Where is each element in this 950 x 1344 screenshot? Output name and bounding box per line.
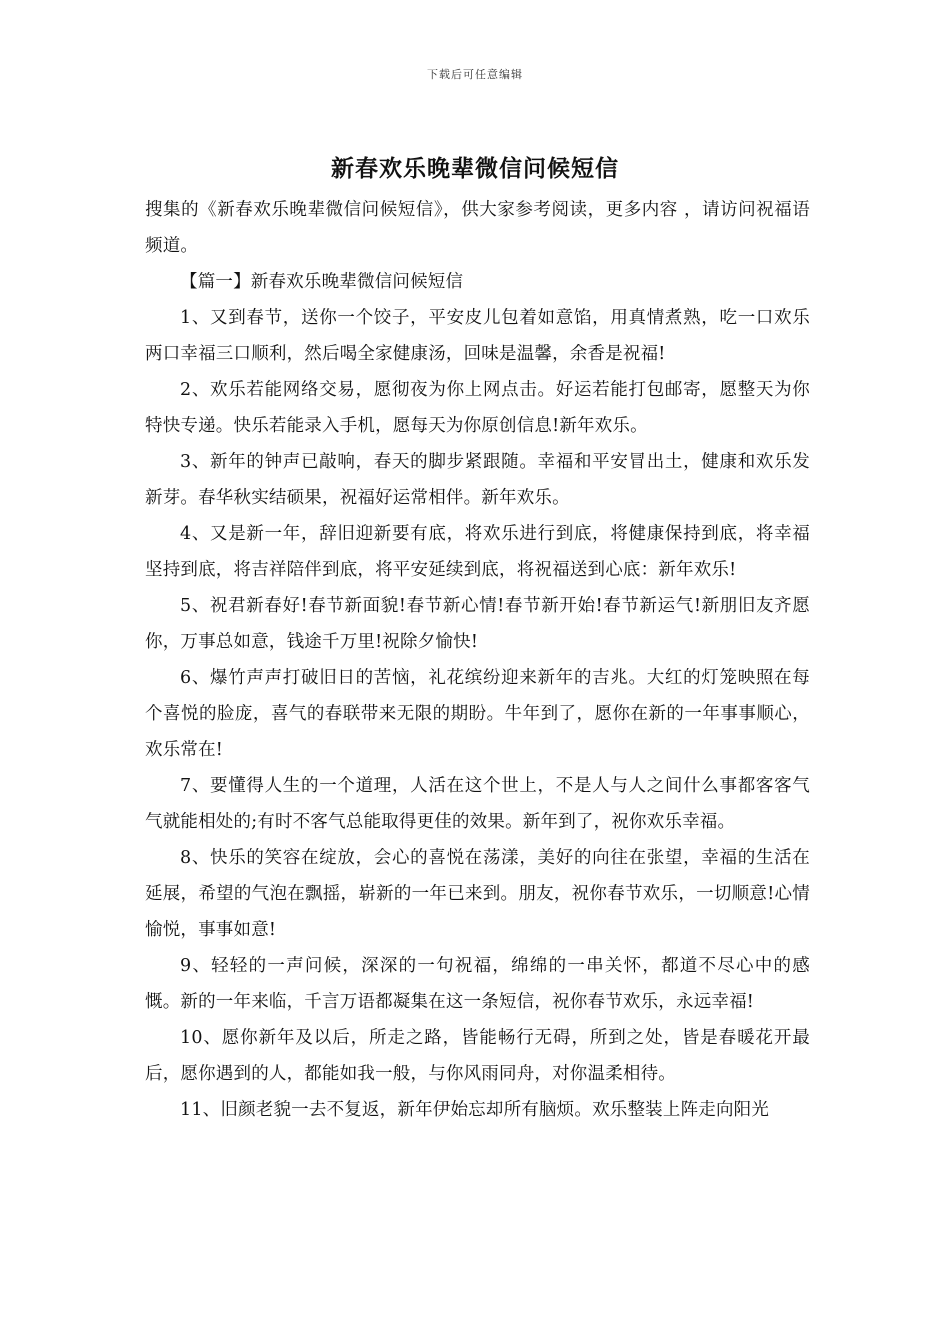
document-title: 新春欢乐晚辈微信问候短信 xyxy=(331,155,619,182)
message-paragraph: 2、欢乐若能网络交易，愿彻夜为你上网点击。好运若能打包邮寄，愿整天为你特快专递。快乐若能录入手机，愿每天为你原创信息!新年欢乐。 xyxy=(145,380,810,436)
intro-paragraph: 搜集的《新春欢乐晚辈微信问候短信》，供大家参考阅读，更多内容 ，请访问祝福语频道。 xyxy=(145,200,810,256)
message-paragraph: 6、爆竹声声打破旧日的苦恼，礼花缤纷迎来新年的吉兆。大红的灯笼映照在每个喜悦的脸庞，喜气的春联带来无限的期盼。牛年到了，愿你在新的一年事事顺心，欢乐常在! xyxy=(145,668,810,760)
message-paragraph: 4、又是新一年，辞旧迎新要有底，将欢乐进行到底，将健康保持到底，将幸福坚持到底，将吉祥陪伴到底，将平安延续到底，将祝福送到心底：新年欢乐! xyxy=(145,524,810,580)
message-paragraph: 3、新年的钟声已敲响，春天的脚步紧跟随。幸福和平安冒出土，健康和欢乐发新芽。春华秋实结硕果，祝福好运常相伴。新年欢乐。 xyxy=(145,452,810,508)
document-body xyxy=(145,192,810,1128)
message-paragraph: 8、快乐的笑容在绽放，会心的喜悦在荡漾，美好的向往在张望，幸福的生活在延展，希望的气泡在飘摇，崭新的一年已来到。朋友，祝你春节欢乐，一切顺意!心情愉悦，事事如意! xyxy=(145,848,810,940)
message-paragraph: 9、轻轻的一声问候，深深的一句祝福，绵绵的一串关怀，都道不尽心中的感慨。新的一年来临，千言万语都凝集在这一条短信，祝你春节欢乐，永远幸福! xyxy=(145,956,810,1012)
message-paragraph: 1、又到春节，送你一个饺子，平安皮儿包着如意馅，用真情煮熟，吃一口欢乐两口幸福三口顺利，然后喝全家健康汤，回味是温馨，余香是祝福! xyxy=(145,308,810,364)
message-paragraph: 11、旧颜老貌一去不复返，新年伊始忘却所有脑烦。欢乐整装上阵走向阳光 xyxy=(180,1100,770,1120)
message-paragraph: 10、愿你新年及以后，所走之路，皆能畅行无碍，所到之处，皆是春暖花开最后，愿你遇到的人，都能如我一般，与你风雨同舟，对你温柔相待。 xyxy=(145,1028,810,1084)
message-paragraph: 7、要懂得人生的一个道理，人活在这个世上，不是人与人之间什么事都客客气气就能相处的;有时不客气总能取得更佳的效果。新年到了，祝你欢乐幸福。 xyxy=(145,776,810,832)
section-heading: 【篇一】新春欢乐晚辈微信问候短信 xyxy=(180,272,464,292)
page-header-note: 下载后可任意编辑 xyxy=(427,68,523,81)
message-paragraph: 5、祝君新春好!春节新面貌!春节新心情!春节新开始!春节新运气!新朋旧友齐愿你，万事总如意，钱途千万里!祝除夕愉快! xyxy=(145,596,810,652)
